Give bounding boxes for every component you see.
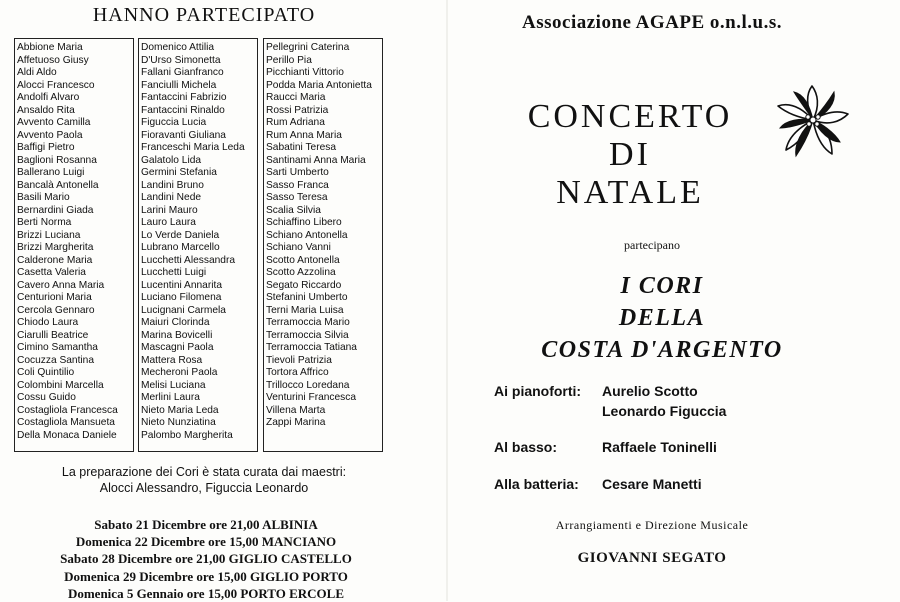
participant-name: Fioravanti Giuliana <box>141 129 226 141</box>
participant-name: Pellegrini Caterina <box>266 42 350 53</box>
concert-date: Domenica 5 Gennaio ore 15,00 PORTO ERCOLE <box>67 585 345 601</box>
pianoforti-label: Ai pianoforti: <box>494 383 582 399</box>
participant-name: Lucchetti Luigi <box>141 267 207 278</box>
concert-date: Domenica 22 Dicembre ore 15,00 MANCIANO <box>75 534 337 550</box>
director-name: GIOVANNI SEGATO <box>577 550 727 566</box>
participant-name: Zappi Marina <box>266 417 326 428</box>
participant-name: Baffigi Pietro <box>17 142 75 153</box>
participant-name: Alocci Francesco <box>17 79 95 91</box>
participant-name: Colombini Marcella <box>17 379 104 391</box>
participant-name: Fantaccini Rinaldo <box>141 104 225 116</box>
preparation-text: La preparazione dei Cori è stata curata dai maestri: <box>61 465 347 479</box>
participant-name: Cossu Guido <box>17 392 76 403</box>
participant-name: Landini Bruno <box>141 179 204 191</box>
participant-name: Ciarulli Beatrice <box>17 329 89 341</box>
title-line: DI <box>609 136 651 173</box>
participant-name: Coli Quintilio <box>17 367 75 378</box>
participant-name: Domenico Attilia <box>141 42 215 53</box>
concert-date: Sabato 28 Dicembre ore 21,00 GIGLIO CASTELLO <box>60 551 352 567</box>
participant-name: Fanciulli Michela <box>141 79 217 91</box>
participant-name: Brizzi Margherita <box>17 242 94 253</box>
participant-name: Podda Maria Antonietta <box>266 79 372 91</box>
participant-name: Baglioni Rosanna <box>17 154 97 166</box>
participant-name: Melisi Luciana <box>141 379 206 391</box>
participant-name: Scalia Silvia <box>266 204 321 216</box>
title-line: NATALE <box>556 174 704 211</box>
participant-name: Ansaldo Rita <box>17 104 75 116</box>
participant-name: Basili Mario <box>17 192 70 203</box>
participant-name: Rum Adriana <box>266 117 325 128</box>
pianist-name: Aurelio Scotto <box>602 383 698 399</box>
participant-name: Rossi Patrizia <box>266 104 329 116</box>
participant-name: Nieto Nunziatina <box>141 417 216 428</box>
participant-name: Schiano Vanni <box>266 242 331 253</box>
bassist-name: Raffaele Toninelli <box>602 439 717 455</box>
participant-name: Luciano Filomena <box>141 292 222 303</box>
poinsettia-icon <box>776 84 850 160</box>
participant-name: Cocuzza Santina <box>17 354 95 366</box>
participant-name: Brizzi Luciana <box>17 229 81 241</box>
participant-name: Nieto Maria Leda <box>141 404 219 416</box>
drummer-name: Cesare Manetti <box>602 476 702 492</box>
participant-name: Della Monaca Daniele <box>17 429 117 441</box>
participant-name: Scotto Antonella <box>266 254 340 266</box>
participant-name: Mascagni Paola <box>141 342 214 353</box>
participant-name: Rum Anna Maria <box>266 129 342 141</box>
participant-name: Casetta Valeria <box>17 267 86 278</box>
participant-name: Sasso Franca <box>266 179 329 191</box>
participant-name: Schiano Antonella <box>266 229 348 241</box>
participant-name: Costagliola Mansueta <box>17 417 115 428</box>
participant-name: Venturini Francesca <box>266 392 357 403</box>
participant-name: Lucignani Carmela <box>141 304 226 316</box>
participants-list <box>141 42 257 442</box>
participant-name: Cercola Gennaro <box>17 304 95 316</box>
participant-name: Chiodo Laura <box>17 317 79 328</box>
participant-name: Larini Mauro <box>141 204 198 216</box>
left-page <box>0 0 448 601</box>
participant-name: Ballerano Luigi <box>17 167 85 178</box>
page-fold-divider <box>446 0 448 601</box>
participant-name: Santinami Anna Maria <box>266 154 366 166</box>
participant-name: Avvento Camilla <box>17 117 91 128</box>
participant-name: Sarti Umberto <box>266 167 329 178</box>
participant-name: Lubrano Marcello <box>141 242 220 253</box>
pianoforti-row <box>494 383 726 419</box>
participant-name: Sasso Teresa <box>266 192 328 203</box>
participant-name: Aldi Aldo <box>17 67 57 78</box>
participant-name: Merlini Laura <box>141 392 200 403</box>
participant-name: D'Urso Simonetta <box>141 54 221 66</box>
choir-line: COSTA D'ARGENTO <box>541 337 783 363</box>
participant-name: Terramoccia Mario <box>266 317 350 328</box>
participant-name: Bernardini Giada <box>17 204 94 216</box>
participant-name: Terramoccia Silvia <box>266 329 349 341</box>
association-name: Associazione AGAPE o.n.l.u.s. <box>522 12 782 33</box>
participant-name: Figuccia Lucia <box>141 117 207 128</box>
batteria-label: Alla batteria: <box>494 476 579 492</box>
title-line: CONCERTO <box>527 98 733 135</box>
participant-name: Tortora Affrico <box>266 367 329 378</box>
participant-name: Terramoccia Tatiana <box>266 342 357 353</box>
participant-name: Andolfi Alvaro <box>17 92 80 103</box>
participant-name: Fallani Gianfranco <box>141 67 224 78</box>
participant-name: Sabatini Teresa <box>266 142 337 153</box>
participants-heading: HANNO PARTECIPATO <box>92 4 316 26</box>
participant-name: Marina Bovicelli <box>141 329 213 341</box>
participant-name: Tievoli Patrizia <box>266 354 332 366</box>
participant-name: Costagliola Francesca <box>17 404 118 416</box>
participant-name: Germini Stefania <box>141 167 217 178</box>
participant-name: Centurioni Maria <box>17 292 92 303</box>
preparation-maestri: Alocci Alessandro, Figuccia Leonardo <box>99 481 309 495</box>
basso-row <box>494 439 717 455</box>
participant-name: Bancalà Antonella <box>17 179 99 191</box>
participant-name: Raucci Maria <box>266 92 326 103</box>
participant-name: Berti Norma <box>17 217 72 228</box>
participant-name: Avvento Paola <box>17 129 83 141</box>
participants-column-2 <box>138 38 258 452</box>
participant-name: Calderone Maria <box>17 254 93 266</box>
pianist-name: Leonardo Figuccia <box>602 403 727 419</box>
participant-name: Abbione Maria <box>17 42 83 53</box>
participant-name: Stefanini Umberto <box>266 292 348 303</box>
basso-label: Al basso: <box>494 439 558 455</box>
participant-name: Affetuoso Giusy <box>17 54 89 66</box>
participant-name: Lucentini Annarita <box>141 279 222 291</box>
participant-name: Lucchetti Alessandra <box>141 254 236 266</box>
participants-column-1 <box>14 38 134 452</box>
participant-name: Schiaffino Libero <box>266 217 342 228</box>
participant-name: Scotto Azzolina <box>266 267 336 278</box>
participant-name: Segato Riccardo <box>266 279 342 291</box>
participant-name: Mecheroni Paola <box>141 367 218 378</box>
partecipano-text: partecipano <box>624 238 680 252</box>
participant-name: Lauro Laura <box>141 217 196 228</box>
participant-name: Palombo Margherita <box>141 429 233 441</box>
participant-name: Galatolo Lida <box>141 154 202 166</box>
right-page <box>452 0 900 601</box>
participant-name: Picchianti Vittorio <box>266 67 344 78</box>
participant-name: Landini Nede <box>141 192 202 203</box>
concert-date: Domenica 29 Dicembre ore 15,00 GIGLIO PORTO <box>64 568 348 584</box>
participant-name: Cavero Anna Maria <box>17 279 105 291</box>
concert-date: Sabato 21 Dicembre ore 21,00 ALBINIA <box>94 517 318 532</box>
choir-line: I CORI <box>620 273 704 299</box>
participant-name: Fantaccini Fabrizio <box>141 92 227 103</box>
choir-line: DELLA <box>618 305 706 331</box>
participants-column-3 <box>263 38 383 452</box>
concert-dates <box>0 516 412 602</box>
arrangement-credit: Arrangiamenti e Direzione Musicale <box>555 518 749 532</box>
participant-name: Cimino Samantha <box>17 342 98 353</box>
batteria-row <box>494 476 702 492</box>
participant-name: Maiuri Clorinda <box>141 317 210 328</box>
participants-list <box>266 42 382 430</box>
concert-title <box>500 98 760 212</box>
participants-list <box>17 42 133 442</box>
choir-name <box>452 270 872 366</box>
participant-name: Terni Maria Luisa <box>266 304 344 316</box>
participant-name: Perillo Pia <box>266 54 312 66</box>
participant-name: Mattera Rosa <box>141 354 203 366</box>
participant-name: Franceschi Maria Leda <box>141 142 245 153</box>
participant-name: Trillocco Loredana <box>266 379 350 391</box>
participant-name: Villena Marta <box>266 404 326 416</box>
participant-name: Lo Verde Daniela <box>141 229 220 241</box>
